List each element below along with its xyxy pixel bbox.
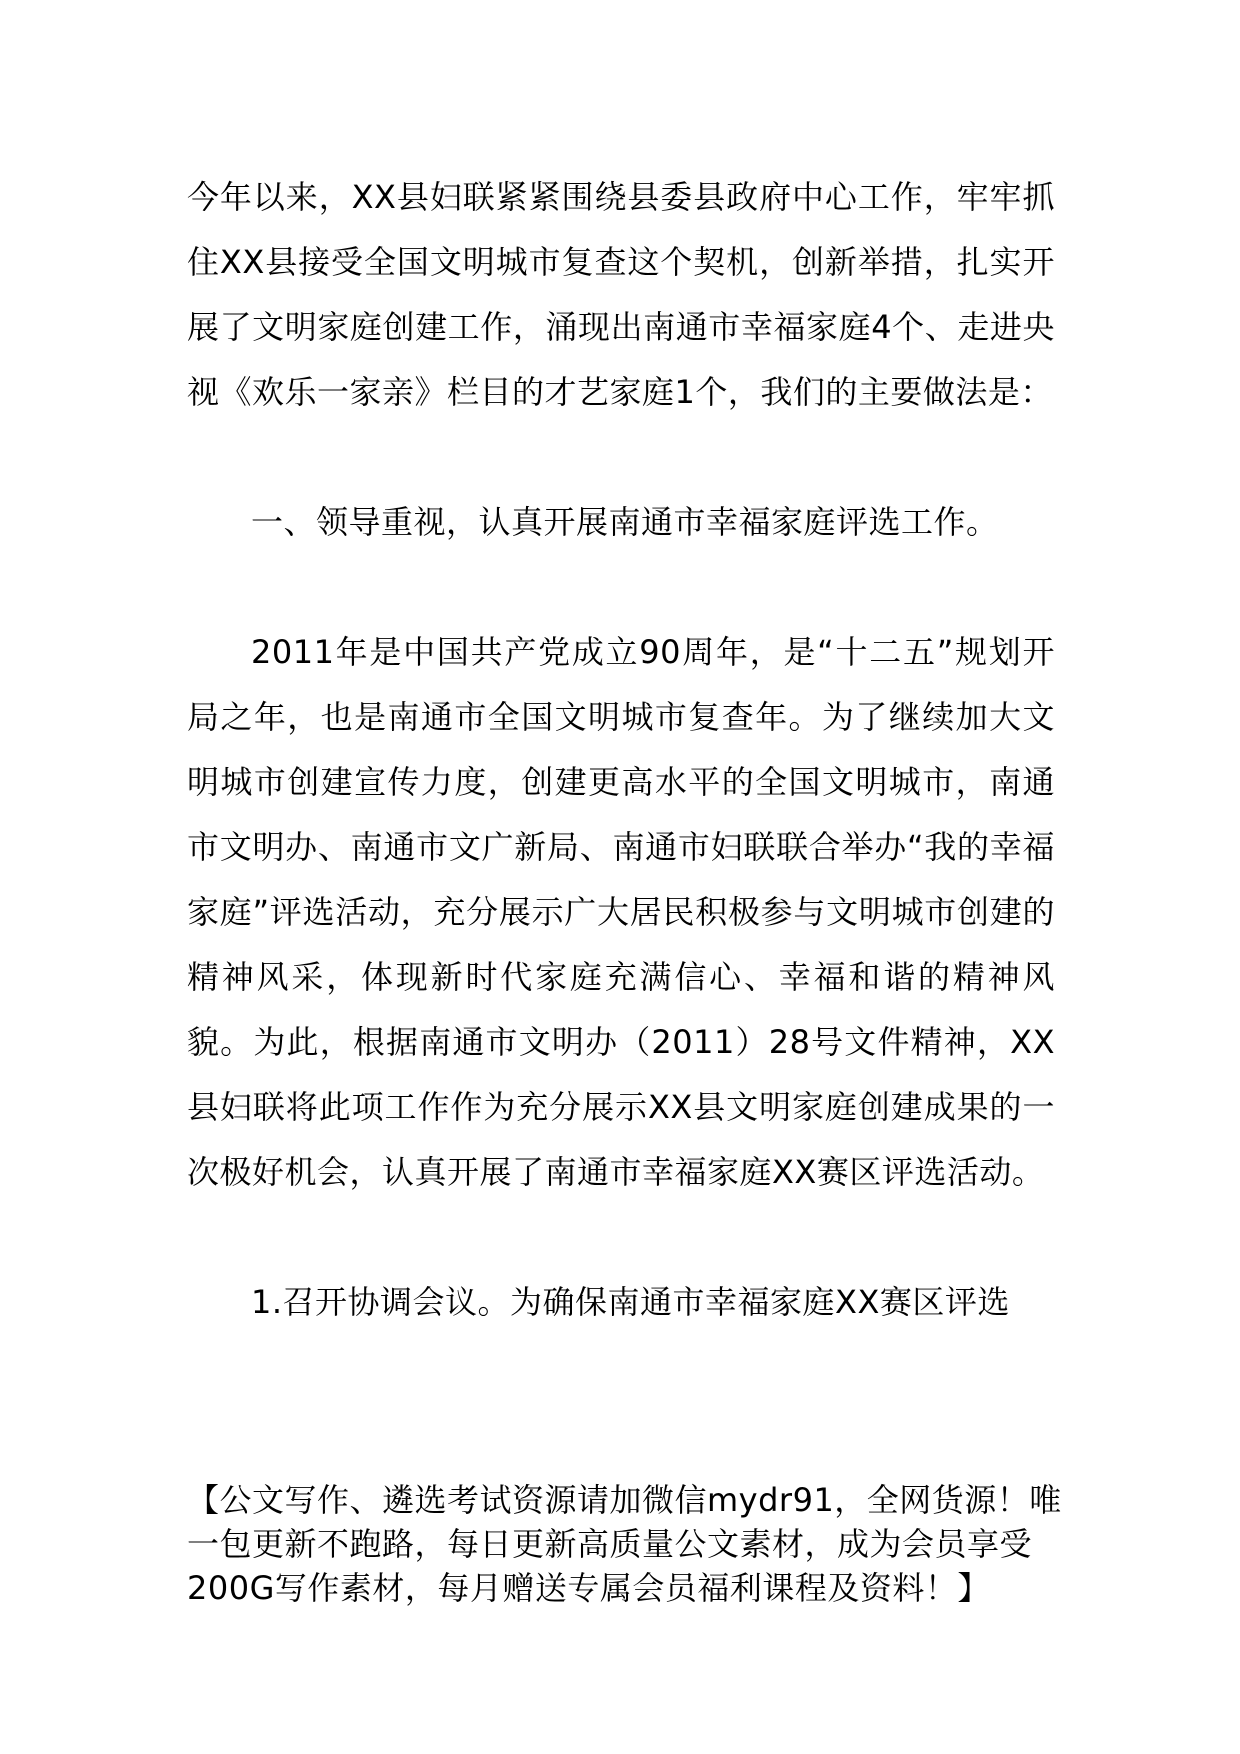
paragraph-gap	[187, 425, 1055, 490]
paragraph-gap	[187, 1205, 1055, 1270]
promo-notice: 【公文写作、遴选考试资源请加微信mydr91，全网货源！唯一包更新不跑路，每日更新高质量公文素材，成为会员享受200G写作素材，每月赠送专属会员福利课程及资料！】	[187, 1481, 1062, 1607]
list-item-paragraph: 1.召开协调会议。为确保南通市幸福家庭XX赛区评选	[251, 1283, 1010, 1321]
body-paragraph: 2011年是中国共产党成立90周年，是“十二五”规划开局之年，也是南通市全国文明城市复查年。为了继续加大文明城市创建宣传力度，创建更高水平的全国文明城市，南通市文明办、南通市文广新局、南通市妇联联合举办“我的幸福家庭”评选活动，充分展示广大居民积极参与文明城市创建的精神风采，体现新时代家庭充满信心、幸福和谐的精神风貌。为此，根据南通市文明办（2011）28号文件精神，XX县妇联将此项工作作为充分展示XX县文明家庭创建成果的一次极好机会，认真开展了南通市幸福家庭XX赛区评选活动。	[187, 633, 1055, 1191]
document-body	[187, 165, 1055, 1335]
intro-paragraph: 今年以来，XX县妇联紧紧围绕县委县政府中心工作，牢牢抓住XX县接受全国文明城市复查这个契机，创新举措，扎实开展了文明家庭创建工作，涌现出南通市幸福家庭4个、走进央视《欢乐一家亲》栏目的才艺家庭1个，我们的主要做法是：	[187, 178, 1055, 411]
paragraph-gap	[187, 555, 1055, 620]
section-heading: 一、领导重视，认真开展南通市幸福家庭评选工作。	[251, 503, 999, 541]
